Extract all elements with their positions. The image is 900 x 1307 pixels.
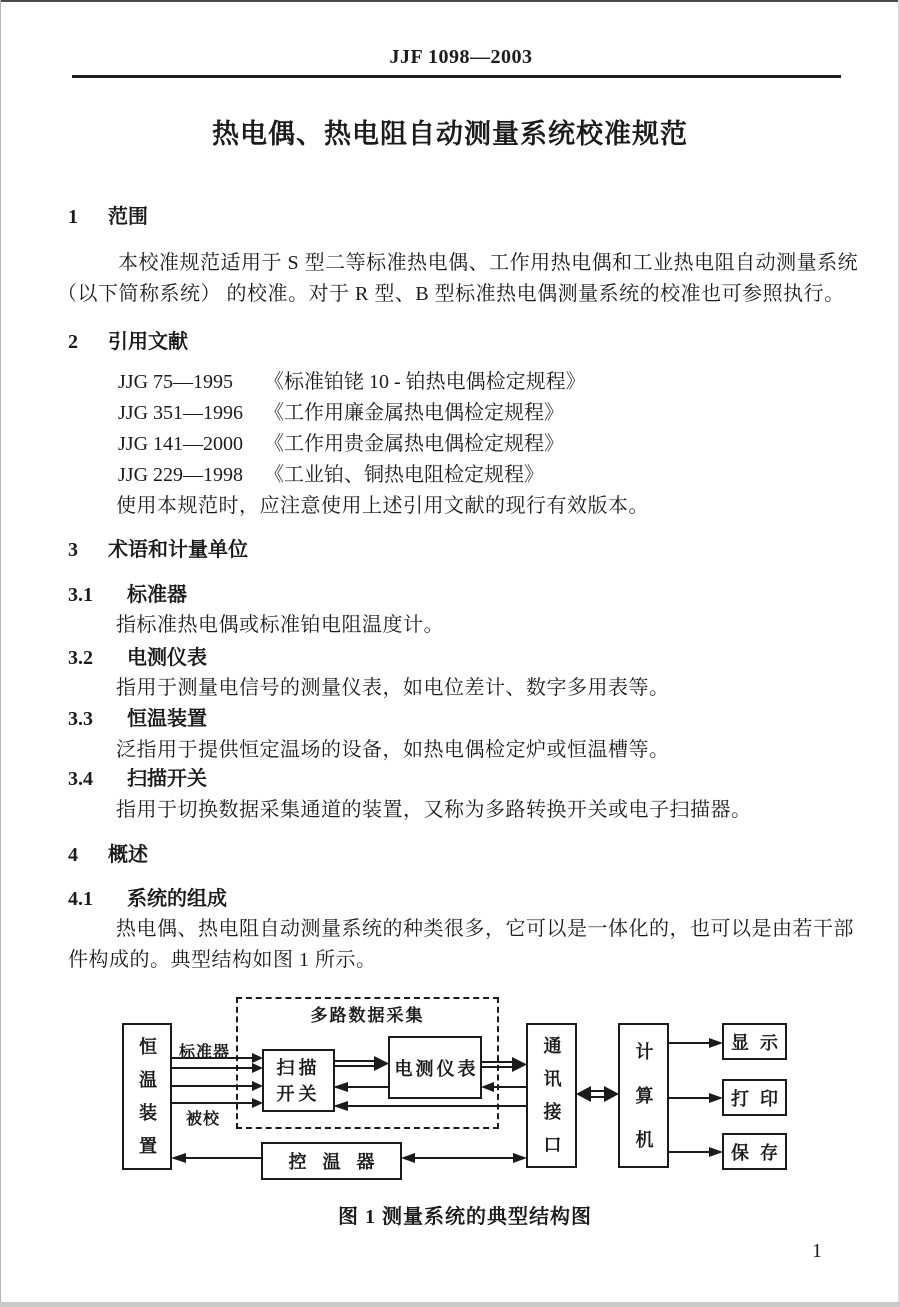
reference-item: [118, 458, 544, 487]
section-4-1-heading: [68, 882, 227, 911]
node-label: 恒温装置: [137, 1037, 157, 1169]
subsection-title: 标准器: [127, 584, 187, 606]
subsection-number: 3.1: [68, 584, 93, 606]
node-label: 电测仪表: [394, 1058, 479, 1079]
term-3-1-body: 指标准热电偶或标准铂电阻温度计。: [116, 614, 444, 636]
reference-title: 《工作用廉金属热电偶检定规程》: [264, 402, 564, 424]
arrow-comm-to-meter: [481, 1082, 526, 1092]
term-3-1-heading: [68, 578, 187, 607]
reference-item: [118, 427, 564, 456]
subsection-title: 电测仪表: [127, 647, 207, 669]
doc-title: 热电偶、热电阻自动测量系统校准规范: [212, 119, 688, 149]
reference-title: 《工作用贵金属热电偶检定规程》: [264, 433, 564, 455]
references-note: 使用本规范时，应注意使用上述引用文献的现行有效版本。: [116, 495, 649, 517]
term-3-4-heading: [68, 762, 207, 791]
scope-paragraph-line1: 本校准规范适用于 S 型二等标准热电偶、工作用热电偶和工业热电阻自动测量系统: [118, 252, 859, 274]
reference-item: [118, 396, 564, 425]
multichannel-acquisition-label: 多路数据采集: [310, 1006, 425, 1025]
reference-code: JJG 141—2000: [118, 433, 244, 455]
node-label: 通讯接口: [541, 1036, 562, 1168]
doc-code: JJF 1098—2003: [389, 46, 533, 68]
node-label: 扫描开关: [276, 1057, 321, 1104]
term-3-3-body: 泛指用于提供恒定温场的设备，如热电偶检定炉或恒温槽等。: [116, 739, 670, 761]
arrow-meter-to-comm: [482, 1057, 527, 1072]
arrow-meter-to-scanner: [333, 1082, 388, 1092]
reference-title: 《工业铂、铜热电阻检定规程》: [264, 464, 544, 486]
header-rule: [72, 75, 841, 78]
arrow-computer-to-save: [669, 1147, 723, 1157]
section-2-heading: [68, 325, 188, 354]
reference-code: JJG 351—1996: [118, 402, 244, 424]
arrow-computer-to-display: [669, 1038, 723, 1048]
page-number: 1: [812, 1240, 822, 1262]
arrow-comm-computer-bidirectional: [576, 1086, 619, 1102]
arrow-comm-to-scanner: [333, 1101, 526, 1111]
figure-1-caption: 图 1 测量系统的典型结构图: [338, 1206, 592, 1228]
node-label: 打印: [731, 1088, 789, 1109]
subsection-title: 扫描开关: [127, 768, 207, 790]
edge-label-calibrated: 被校: [186, 1111, 221, 1128]
subsection-title: 恒温装置: [127, 708, 207, 730]
subsection-title: 系统的组成: [127, 888, 227, 910]
node-label: 保存: [731, 1142, 789, 1163]
overview-paragraph-line1: 热电偶、热电阻自动测量系统的种类很多，它可以是一体化的，也可以是由若干部: [116, 918, 854, 940]
scan-edge-bottom: [0, 1302, 900, 1307]
section-3-heading: [68, 533, 248, 562]
node-label: 显示: [731, 1032, 789, 1053]
scope-paragraph-line2: （以下简称系统） 的校准。对于 R 型、B 型标准热电偶测量系统的校准也可参照执行。: [57, 283, 845, 305]
reference-code: JJG 75—1995: [118, 371, 234, 393]
subsection-number: 3.3: [68, 708, 93, 730]
scan-edge-top: [0, 0, 900, 2]
overview-paragraph-line2: 件构成的。典型结构如图 1 所示。: [68, 949, 377, 971]
section-title: 引用文献: [108, 331, 188, 353]
section-number: 3: [68, 539, 78, 561]
arrow-controller-comm-bidirectional: [401, 1153, 527, 1163]
section-1-heading: [68, 200, 148, 229]
subsection-number: 3.4: [68, 768, 93, 790]
diagram-arrows-svg: [0, 990, 900, 1210]
section-title: 术语和计量单位: [108, 539, 248, 561]
arrows-thermostat-to-scanner: [172, 1053, 263, 1108]
reference-title: 《标准铂铑 10 - 铂热电偶检定规程》: [264, 371, 586, 393]
arrow-scanner-to-meter: [335, 1056, 389, 1071]
section-title: 范围: [108, 206, 148, 228]
term-3-2-body: 指用于测量电信号的测量仪表，如电位差计、数字多用表等。: [116, 677, 670, 699]
section-4-heading: [68, 838, 148, 867]
term-3-2-heading: [68, 641, 207, 670]
term-3-4-body: 指用于切换数据采集通道的装置，又称为多路转换开关或电子扫描器。: [116, 799, 752, 821]
section-number: 1: [68, 206, 78, 228]
arrow-computer-to-print: [669, 1093, 723, 1103]
subsection-number: 4.1: [68, 888, 93, 910]
subsection-number: 3.2: [68, 647, 93, 669]
reference-code: JJG 229—1998: [118, 464, 244, 486]
node-label: 控温器: [288, 1152, 391, 1172]
arrow-controller-to-thermostat: [171, 1153, 261, 1163]
section-number: 2: [68, 331, 78, 353]
node-label: 计算机: [633, 1042, 654, 1174]
reference-item: [118, 365, 586, 394]
section-title: 概述: [108, 844, 148, 866]
term-3-3-heading: [68, 702, 207, 731]
edge-label-standard: 标准器: [179, 1044, 231, 1061]
section-number: 4: [68, 844, 78, 866]
